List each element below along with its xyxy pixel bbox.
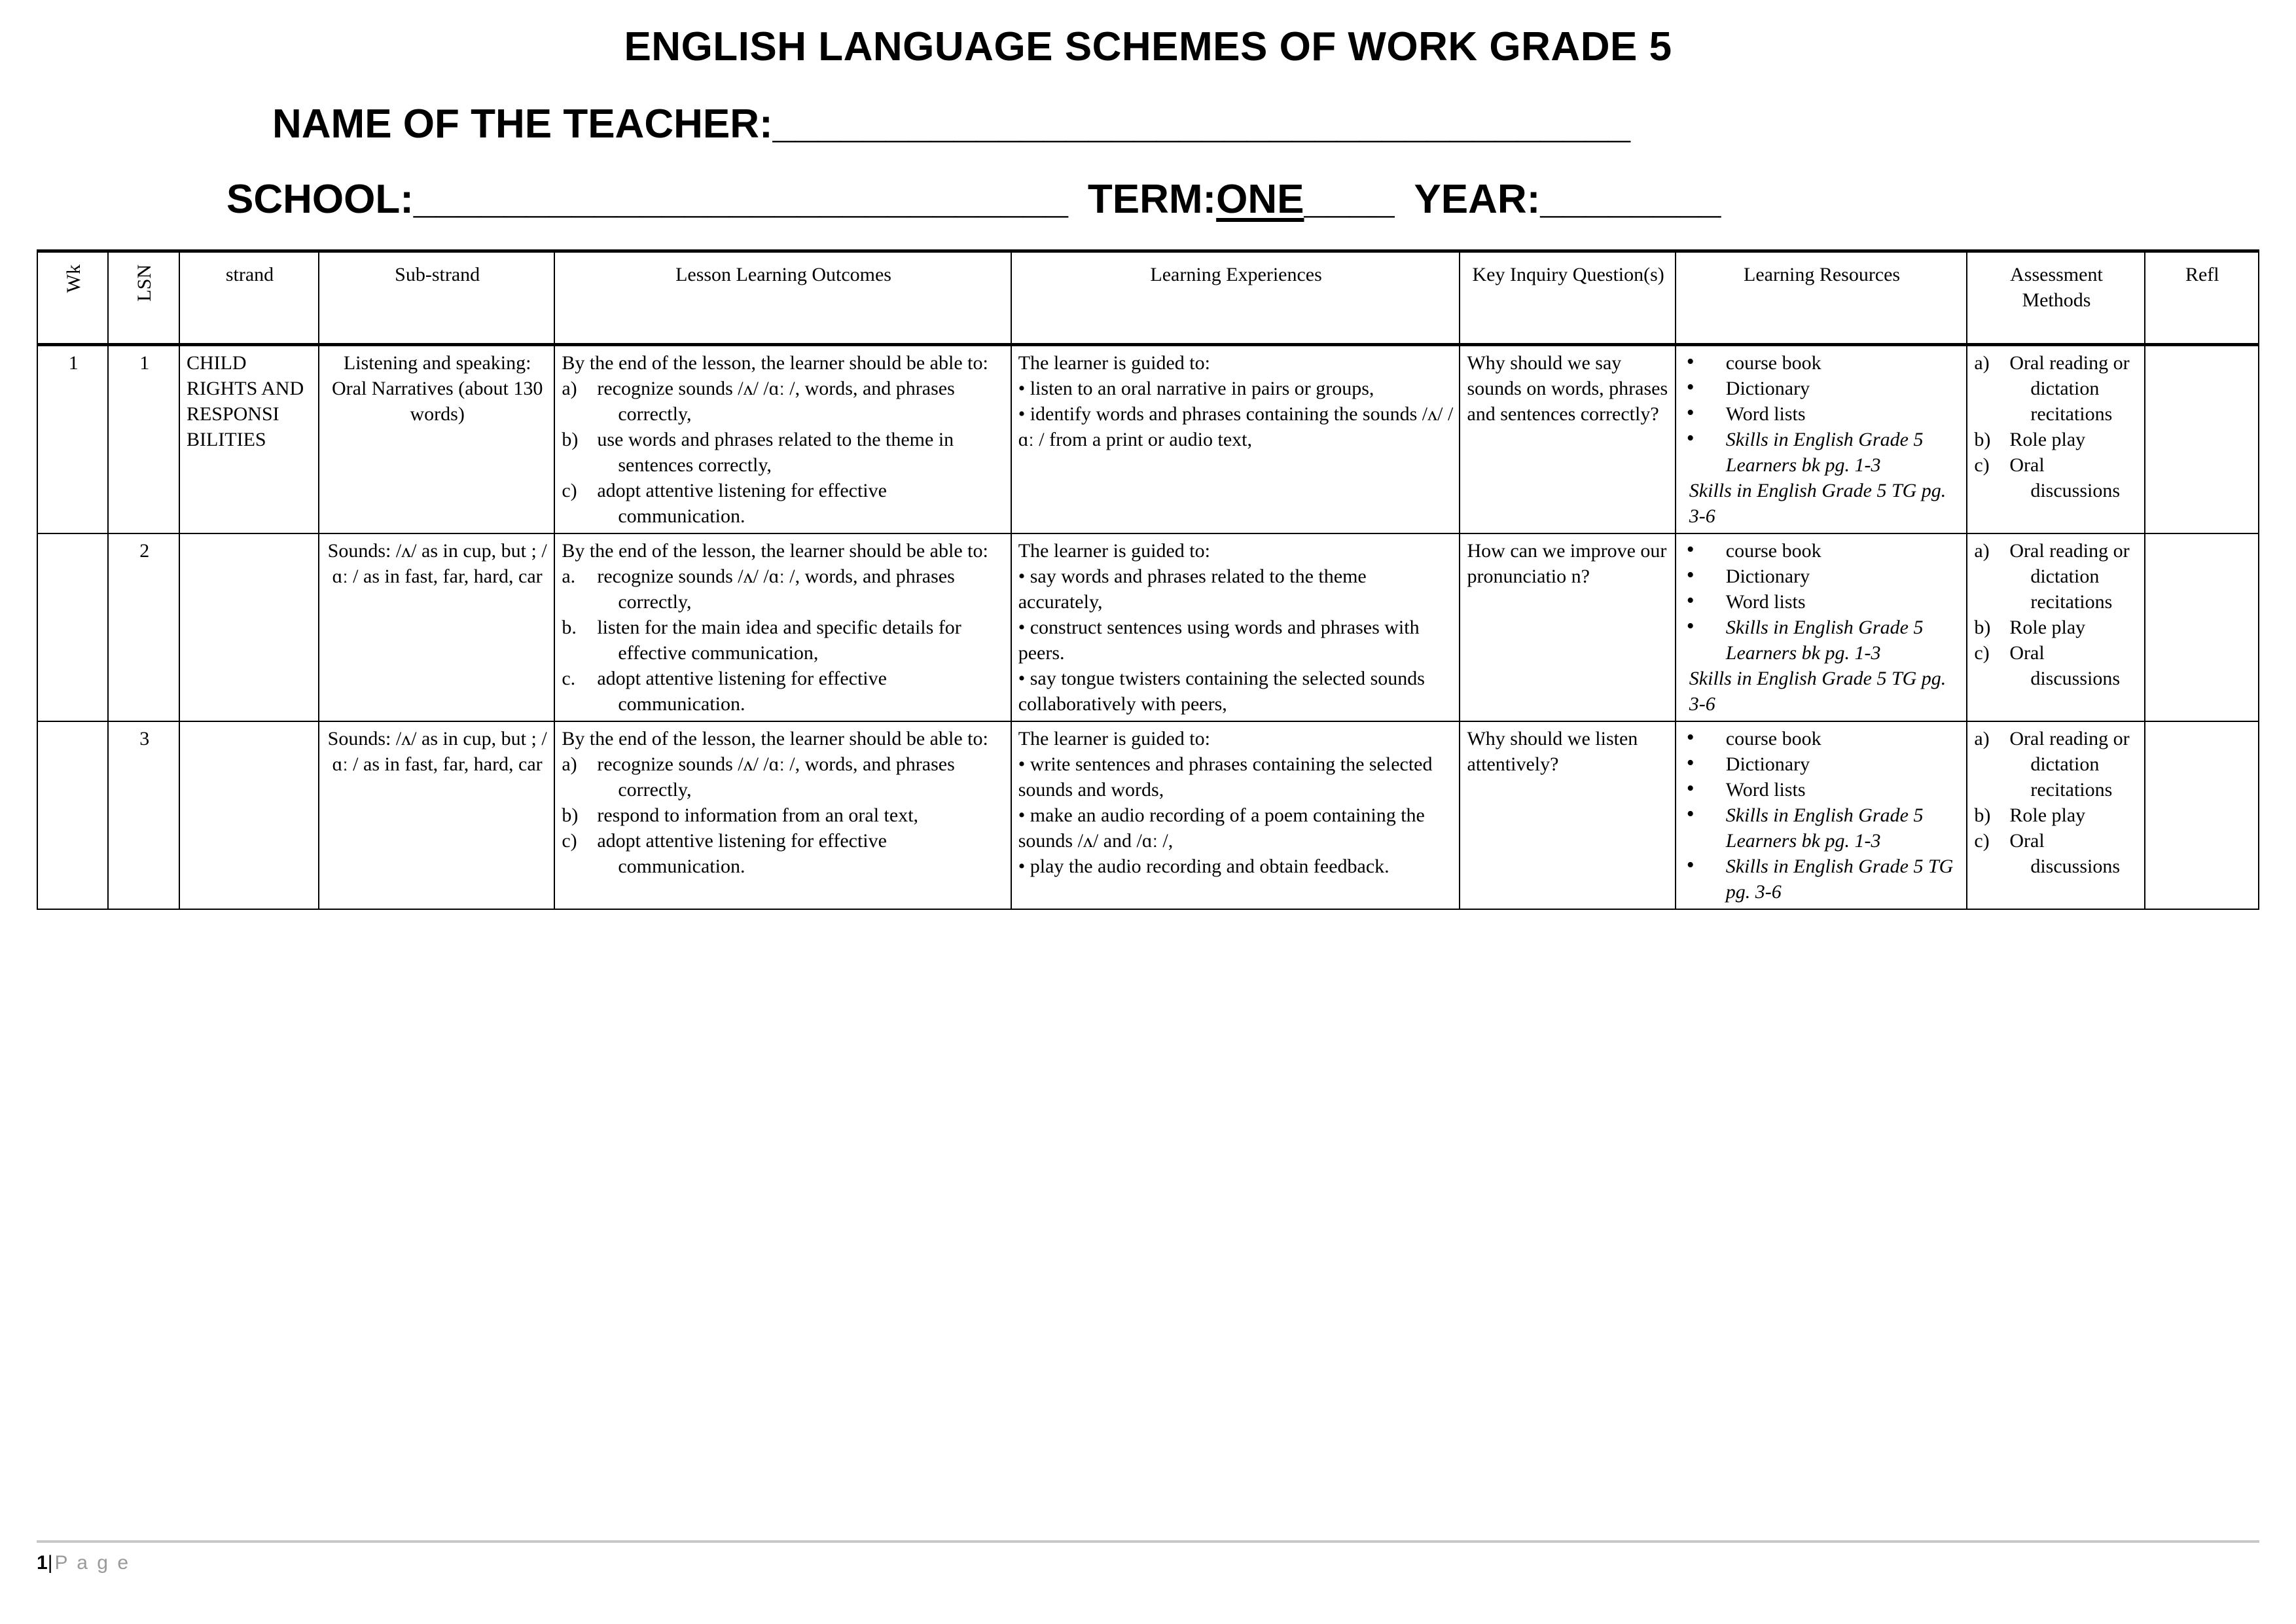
cell-week[interactable] [37, 344, 108, 533]
key-inquiry-question-value: Why should we listen attentively? [1467, 727, 1638, 775]
llo-item-text: use words and phrases related to the theme in sentences correctly, [597, 428, 954, 476]
sub-strand-value: Listening and speaking: Oral Narratives (about 130 words) [331, 352, 543, 425]
year-label: YEAR: [1414, 177, 1541, 223]
assessment-method-text: Oral discussions [2009, 641, 2121, 689]
table-row [37, 721, 2259, 909]
learning-resource-item [1683, 666, 1962, 717]
cell-lesson-learning-outcomes[interactable] [554, 533, 1011, 721]
llo-item-text: adopt attentive listening for effective communication. [597, 667, 887, 715]
assessment-method-text: Oral discussions [2009, 454, 2121, 501]
llo-intro: By the end of the lesson, the learner should be able to: [562, 352, 988, 374]
learning-experiences-intro: The learner is guided to: [1018, 352, 1210, 374]
column-header-assessment-methods: Assessment Methods [1967, 251, 2144, 344]
cell-learning-experiences[interactable] [1011, 721, 1460, 909]
learning-resource-text: Word lists [1725, 778, 1806, 801]
learning-resource-text: Dictionary [1725, 565, 1810, 587]
sub-strand-value: Sounds: /ʌ/ as in cup, but ; /ɑː / as in fast, far, hard, car [327, 539, 547, 587]
assessment-method-marker: c) [1974, 641, 1990, 664]
learning-resource-text: Skills in English Grade 5 TG pg. 3-6 [1725, 855, 1954, 903]
learning-resource-text: Dictionary [1725, 753, 1810, 775]
cell-strand[interactable] [179, 344, 319, 533]
cell-refl[interactable] [2145, 721, 2259, 909]
llo-intro: By the end of the lesson, the learner should be able to: [562, 727, 988, 749]
assessment-method-marker: c) [1974, 454, 1990, 476]
learning-resource-item [1683, 564, 1962, 589]
cell-sub-strand[interactable] [319, 344, 554, 533]
learning-resource-text: Dictionary [1725, 377, 1810, 399]
key-inquiry-question-value: How can we improve our pronunciatio n? [1467, 539, 1667, 587]
learning-experience-item: • say words and phrases related to the theme accurately, [1018, 565, 1367, 613]
cell-sub-strand[interactable] [319, 533, 554, 721]
learning-resource-text: Skills in English Grade 5 TG pg. 3-6 [1689, 479, 1946, 527]
llo-item-text: listen for the main idea and specific details for effective communication, [597, 616, 961, 664]
school-blank-field[interactable]: _____________________________ [413, 177, 1068, 223]
term-value[interactable]: ONE [1216, 177, 1304, 223]
assessment-method-item [1974, 427, 2138, 452]
learning-resource-text: course book [1725, 539, 1821, 562]
learning-resource-text: Word lists [1725, 590, 1806, 613]
learning-experience-item: • construct sentences using words and phrases with peers. [1018, 616, 1420, 664]
assessment-method-text: Role play [2009, 616, 2086, 638]
assessment-method-text: Oral reading or dictation recitations [2009, 352, 2130, 425]
learning-resource-text: Skills in English Grade 5 Learners bk pg. 1-3 [1725, 616, 1924, 664]
cell-assessment-methods[interactable] [1967, 533, 2144, 721]
column-header-sub-strand: Sub-strand [319, 251, 554, 344]
assessment-method-text: Role play [2009, 428, 2086, 450]
llo-item-marker: a) [562, 377, 577, 399]
cell-key-inquiry-question[interactable] [1460, 721, 1675, 909]
llo-item-marker: a) [562, 753, 577, 775]
assessment-method-item [1974, 350, 2138, 427]
term-blank-field[interactable]: ____ [1304, 177, 1395, 223]
footer-divider [37, 1540, 2259, 1543]
learning-resources-list [1683, 350, 1962, 529]
table-row [37, 344, 2259, 533]
learning-resource-item [1683, 803, 1962, 854]
lesson-value: 1 [139, 352, 150, 374]
llo-item [562, 751, 1005, 803]
cell-key-inquiry-question[interactable] [1460, 533, 1675, 721]
learning-resource-text: Skills in English Grade 5 TG pg. 3-6 [1689, 667, 1946, 715]
assessment-method-marker: b) [1974, 428, 1991, 450]
llo-item-text: adopt attentive listening for effective communication. [597, 829, 887, 877]
cell-lesson[interactable] [108, 344, 179, 533]
learning-resource-text: course book [1725, 352, 1821, 374]
cell-assessment-methods[interactable] [1967, 721, 2144, 909]
assessment-method-item [1974, 452, 2138, 503]
llo-item-marker: b) [562, 428, 579, 450]
learning-resource-item [1683, 726, 1962, 751]
cell-learning-resources[interactable] [1676, 344, 1967, 533]
table-body [37, 344, 2259, 909]
assessment-method-text: Oral discussions [2009, 829, 2121, 877]
learning-experience-item: • identify words and phrases containing the sounds /ʌ/ /ɑː / from a print or audio text, [1018, 403, 1454, 450]
llo-item [562, 564, 1005, 615]
cell-learning-resources[interactable] [1676, 533, 1967, 721]
llo-item-marker: b. [562, 616, 577, 638]
teacher-blank-field[interactable]: ______________________________________ [772, 101, 1630, 147]
assessment-method-marker: a) [1974, 727, 1990, 749]
column-header-lsn: LSN [108, 251, 179, 344]
learning-resource-item [1683, 751, 1962, 777]
cell-week[interactable] [37, 721, 108, 909]
column-header-key-inquiry-questions: Key Inquiry Question(s) [1460, 251, 1675, 344]
llo-item [562, 478, 1005, 529]
cell-refl[interactable] [2145, 344, 2259, 533]
llo-item-text: recognize sounds /ʌ/ /ɑː /, words, and phrases correctly, [597, 565, 955, 613]
learning-resource-text: course book [1725, 727, 1821, 749]
llo-intro: By the end of the lesson, the learner should be able to: [562, 539, 988, 562]
llo-item-marker: a. [562, 565, 576, 587]
learning-experience-item: • play the audio recording and obtain feedback. [1018, 855, 1390, 877]
column-header-refl: Refl [2145, 251, 2259, 344]
learning-resource-item [1683, 376, 1962, 401]
footer-page-number: 1 [37, 1552, 48, 1574]
learning-resource-item [1683, 401, 1962, 427]
page-footer [37, 1540, 2259, 1574]
llo-item-marker: c) [562, 829, 577, 852]
learning-resource-item [1683, 350, 1962, 376]
learning-resource-text: Skills in English Grade 5 Learners bk pg. 1-3 [1725, 804, 1924, 852]
llo-item [562, 828, 1005, 879]
cell-learning-resources[interactable] [1676, 721, 1967, 909]
teacher-label: NAME OF THE TEACHER: [272, 101, 773, 147]
footer-text [37, 1552, 2259, 1574]
assessment-method-item [1974, 615, 2138, 640]
learning-experience-item: • write sentences and phrases containing the selected sounds and words, [1018, 753, 1433, 801]
strand-value: CHILD RIGHTS AND RESPONSI BILITIES [186, 352, 304, 450]
llo-item-marker: c. [562, 667, 576, 689]
llo-item [562, 803, 1005, 828]
learning-experiences-intro: The learner is guided to: [1018, 539, 1210, 562]
assessment-method-marker: c) [1974, 829, 1990, 852]
assessment-method-item [1974, 726, 2138, 803]
cell-assessment-methods[interactable] [1967, 344, 2144, 533]
key-inquiry-question-value: Why should we say sounds on words, phrases and sentences correctly? [1467, 352, 1668, 425]
assessment-method-text: Oral reading or dictation recitations [2009, 539, 2130, 613]
learning-resource-item [1683, 854, 1962, 905]
llo-item [562, 376, 1005, 427]
column-header-learning-resources: Learning Resources [1676, 251, 1967, 344]
cell-lesson-learning-outcomes[interactable] [554, 721, 1011, 909]
learning-resource-item [1683, 478, 1962, 529]
cell-learning-experiences[interactable] [1011, 344, 1460, 533]
school-label: SCHOOL: [226, 177, 414, 223]
schemes-of-work-table [37, 249, 2259, 910]
llo-item-text: recognize sounds /ʌ/ /ɑː /, words, and phrases correctly, [597, 377, 955, 425]
learning-experiences-intro: The learner is guided to: [1018, 727, 1210, 749]
teacher-name-line [37, 69, 2259, 147]
cell-strand[interactable] [179, 721, 319, 909]
learning-resource-item [1683, 427, 1962, 478]
learning-resource-item [1683, 538, 1962, 564]
llo-item-marker: c) [562, 479, 577, 501]
llo-item-text: recognize sounds /ʌ/ /ɑː /, words, and phrases correctly, [597, 753, 955, 801]
llo-item [562, 615, 1005, 666]
assessment-method-item [1974, 538, 2138, 615]
learning-resource-text: Skills in English Grade 5 Learners bk pg. 1-3 [1725, 428, 1924, 476]
week-value: 1 [68, 352, 79, 374]
column-header-wk: Wk [37, 251, 108, 344]
page-title: ENGLISH LANGUAGE SCHEMES OF WORK GRADE 5 [624, 24, 1672, 69]
lesson-value: 3 [139, 727, 150, 749]
column-header-strand: strand [179, 251, 319, 344]
learning-resources-list [1683, 726, 1962, 905]
assessment-method-item [1974, 803, 2138, 828]
cell-refl[interactable] [2145, 533, 2259, 721]
lesson-value: 2 [139, 539, 150, 562]
cell-lesson-learning-outcomes[interactable] [554, 344, 1011, 533]
assessment-method-marker: a) [1974, 539, 1990, 562]
llo-item-text: respond to information from an oral text, [597, 804, 919, 826]
assessment-method-marker: b) [1974, 616, 1991, 638]
table-header-row [37, 251, 2259, 344]
cell-week[interactable] [37, 533, 108, 721]
year-blank-field[interactable]: ________ [1540, 177, 1721, 223]
school-term-year-line [37, 147, 2259, 223]
assessment-method-text: Role play [2009, 804, 2086, 826]
llo-item [562, 666, 1005, 717]
learning-resource-text: Word lists [1725, 403, 1806, 425]
assessment-method-item [1974, 828, 2138, 879]
cell-sub-strand[interactable] [319, 721, 554, 909]
term-label: TERM: [1087, 177, 1217, 223]
assessment-method-item [1974, 640, 2138, 691]
footer-page-word: P a g e [54, 1552, 131, 1574]
llo-item [562, 427, 1005, 478]
llo-item-text: adopt attentive listening for effective communication. [597, 479, 887, 527]
cell-learning-experiences[interactable] [1011, 533, 1460, 721]
learning-resource-item [1683, 615, 1962, 666]
llo-item-marker: b) [562, 804, 579, 826]
cell-lesson[interactable] [108, 721, 179, 909]
learning-resource-item [1683, 777, 1962, 803]
cell-strand[interactable] [179, 533, 319, 721]
learning-experience-item: • make an audio recording of a poem containing the sounds /ʌ/ and /ɑː /, [1018, 804, 1425, 852]
learning-experience-item: • say tongue twisters containing the selected sounds collaboratively with peers, [1018, 667, 1425, 715]
learning-experience-item: • listen to an oral narrative in pairs or groups, [1018, 377, 1374, 399]
learning-resources-list [1683, 538, 1962, 717]
table-row [37, 533, 2259, 721]
assessment-method-marker: a) [1974, 352, 1990, 374]
cell-lesson[interactable] [108, 533, 179, 721]
column-header-lesson-learning-outcomes: Lesson Learning Outcomes [554, 251, 1011, 344]
assessment-method-marker: b) [1974, 804, 1991, 826]
footer-separator: | [47, 1552, 55, 1574]
sub-strand-value: Sounds: /ʌ/ as in cup, but ; /ɑː / as in fast, far, hard, car [327, 727, 547, 775]
assessment-method-text: Oral reading or dictation recitations [2009, 727, 2130, 801]
cell-key-inquiry-question[interactable] [1460, 344, 1675, 533]
learning-resource-item [1683, 589, 1962, 615]
column-header-learning-experiences: Learning Experiences [1011, 251, 1460, 344]
